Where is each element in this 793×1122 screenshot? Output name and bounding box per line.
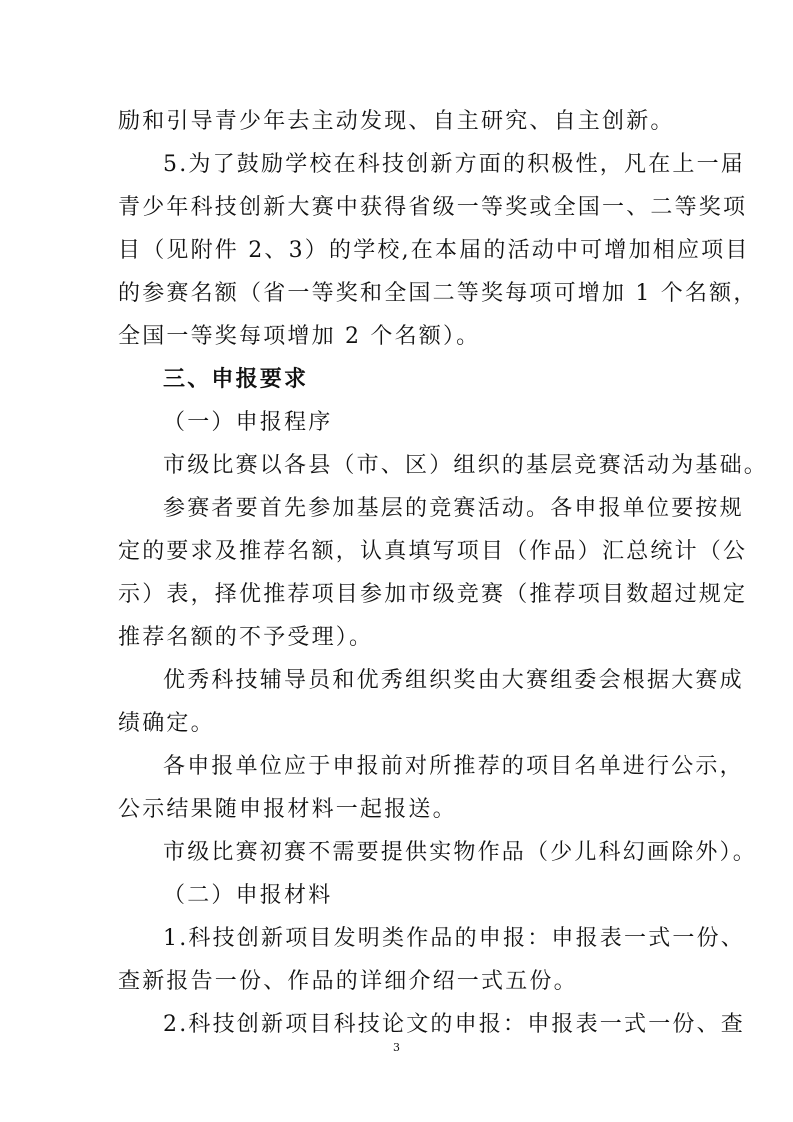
body-line-2: 5.为了鼓励学校在科技创新方面的积极性，凡在上一届 [163, 152, 745, 177]
body-line-19: 2.科技创新项目科技论文的申报：申报表一式一份、查 [163, 1012, 745, 1037]
body-line-16: 市级比赛初赛不需要提供实物作品（少儿科幻画除外）。 [163, 840, 758, 865]
subsection-heading-1: （一）申报程序 [163, 410, 333, 435]
body-line-1: 励和引导青少年去主动发现、自主研究、自主创新。 [118, 109, 675, 134]
body-line-6: 全国一等奖每项增加 2 个名额）。 [118, 324, 481, 349]
body-line-4: 目（见附件 2、3）的学校,在本届的活动中可增加相应项目 [118, 238, 750, 263]
body-line-13: 绩确定。 [118, 711, 215, 736]
subsection-heading-2: （二）申报材料 [163, 883, 333, 908]
body-line-5: 的参赛名额（省一等奖和全国二等奖每项可增加 1 个名额， [118, 281, 758, 306]
body-line-11: 推荐名额的不予受理）。 [118, 625, 374, 650]
body-line-14: 各申报单位应于申报前对所推荐的项目名单进行公示， [163, 754, 744, 779]
body-line-15: 公示结果随申报材料一起报送。 [118, 797, 457, 822]
body-line-18: 查新报告一份、作品的详细介绍一式五份。 [118, 969, 578, 994]
body-line-7: 市级比赛以各县（市、区）组织的基层竞赛活动为基础。 [163, 453, 769, 478]
body-line-17: 1.科技创新项目发明类作品的申报：申报表一式一份、 [163, 926, 745, 951]
page-number: 3 [393, 1041, 400, 1054]
body-line-3: 青少年科技创新大赛中获得省级一等奖或全国一、二等奖项 [118, 195, 748, 220]
body-line-8: 参赛者要首先参加基层的竞赛活动。各申报单位要按规 [163, 496, 744, 521]
body-line-10: 示）表，择优推荐项目参加市级竞赛（推荐项目数超过规定 [118, 582, 748, 607]
section-heading-3: 三、申报要求 [163, 367, 309, 392]
body-line-9: 定的要求及推荐名额，认真填写项目（作品）汇总统计（公 [118, 539, 748, 564]
body-line-12: 优秀科技辅导员和优秀组织奖由大赛组委会根据大赛成 [163, 668, 744, 693]
